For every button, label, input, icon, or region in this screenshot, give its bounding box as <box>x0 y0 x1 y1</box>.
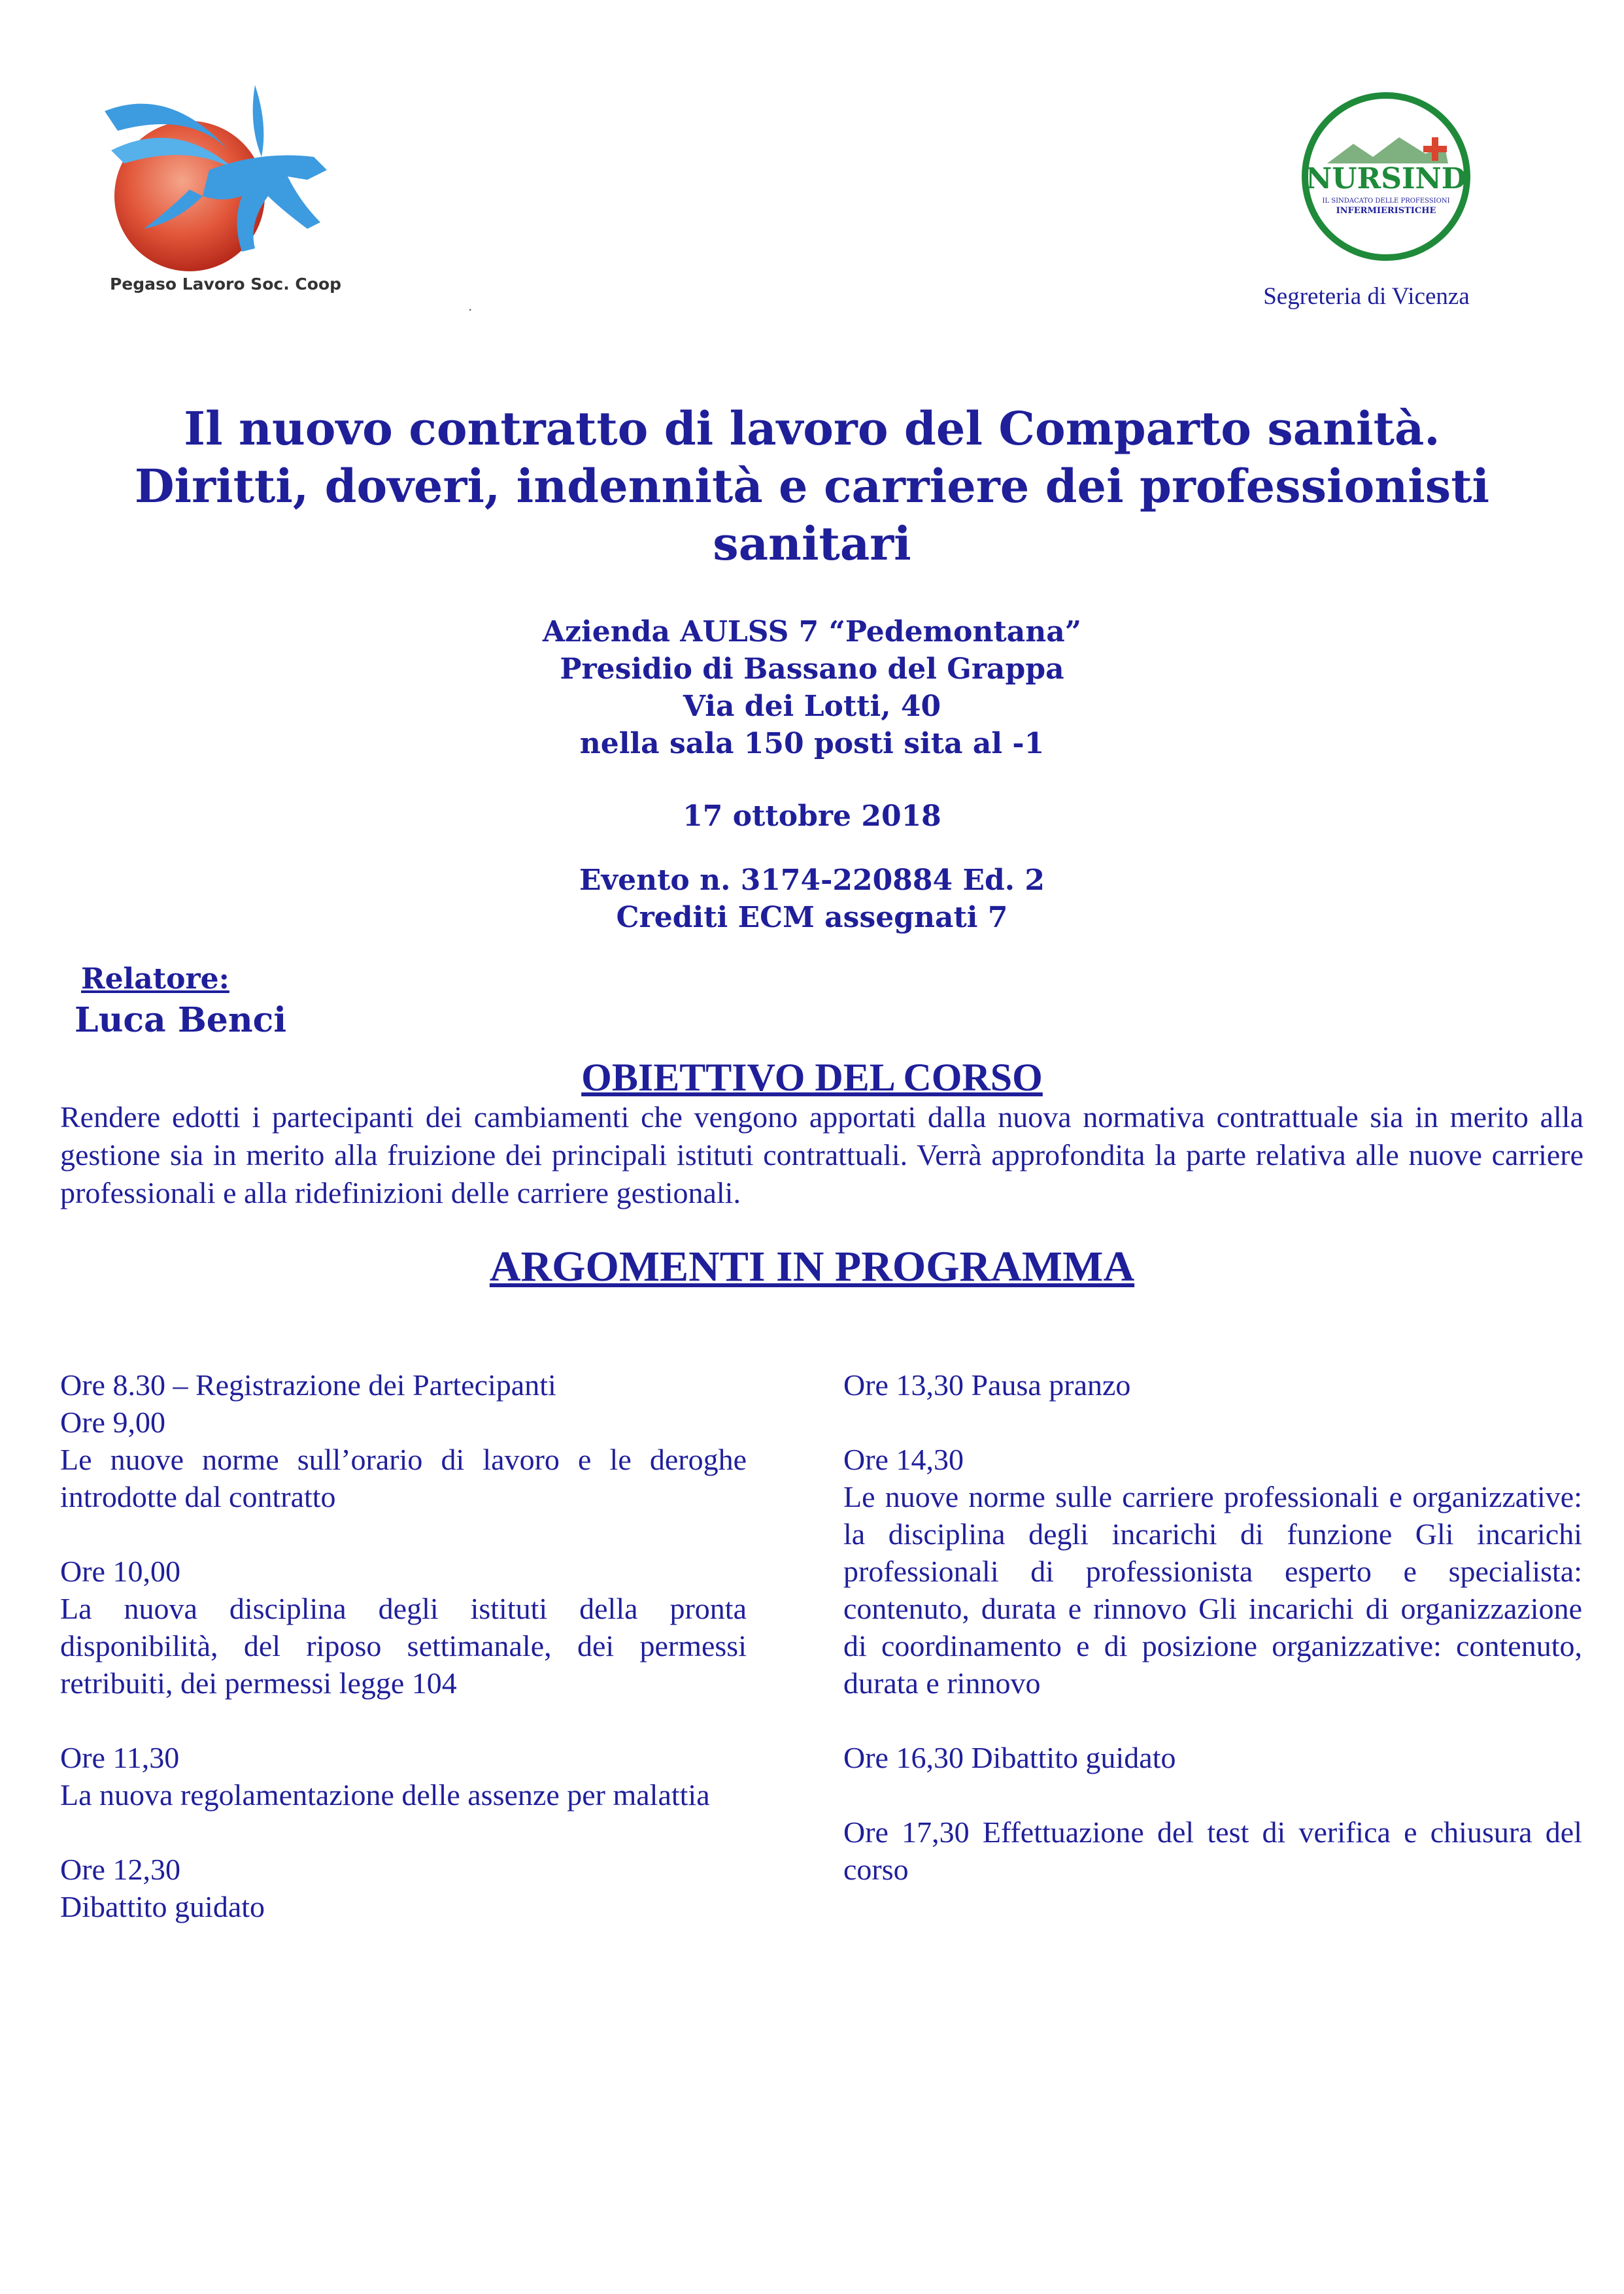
pegaso-logo-icon <box>92 72 347 275</box>
relatore-label: Relatore: <box>81 962 229 996</box>
stray-dot: . <box>468 298 473 314</box>
program-item <box>60 1739 747 1813</box>
event-date: 17 ottobre 2018 <box>683 800 941 833</box>
venue-line-3: Via dei Lotti, 40 <box>683 690 941 723</box>
program-text: Le nuove norme sull’orario di lavoro e le deroghe introdotte dal contratto <box>60 1443 747 1513</box>
program-time: Ore 14,30 <box>843 1443 964 1476</box>
program-time: Ore 10,00 <box>60 1555 180 1588</box>
program-text: Dibattito guidato <box>60 1890 265 1923</box>
program-time: Ore 12,30 <box>60 1853 180 1886</box>
nursind-logo-icon <box>1301 92 1471 261</box>
pegaso-caption: Pegaso Lavoro Soc. Coop <box>109 275 342 294</box>
program-item <box>843 1739 1582 1776</box>
program-text: La nuova disciplina degli istituti della pronta disponibilità, del riposo settimanale, dei permessi retribuiti, dei permessi legge 104 <box>60 1592 747 1700</box>
nursind-subtext-1: IL SINDACATO DELLE PROFESSIONI <box>1322 197 1450 205</box>
program-time: Ore 17,30 Effettuazione del test di verifica e chiusura del corso <box>843 1815 1582 1886</box>
program-text: La nuova regolamentazione delle assenze per malattia <box>60 1778 710 1812</box>
nursind-subtext-2: INFERMIERISTICHE <box>1336 206 1436 216</box>
pegaso-logo <box>92 72 347 314</box>
program-text: Le nuove norme sulle carriere professionali e organizzative: la disciplina degli incarichi di funzione Gli incarichi professionali di professionista esperto e specialista: contenuto, durata e rinnovo Gli incarichi di organizzazione di coordinamento e di posizione organizzative: contenuto, durata e rinnovo <box>843 1480 1582 1700</box>
venue-line-2: Presidio di Bassano del Grappa <box>560 652 1064 686</box>
program-left-column <box>60 1366 747 1963</box>
venue-line-4: nella sala 150 posti sita al -1 <box>579 727 1045 760</box>
program-item <box>843 1441 1582 1702</box>
program-time: Ore 8.30 – Registrazione dei Partecipanti <box>60 1368 556 1402</box>
title-line-3: sanitari <box>713 516 911 571</box>
nursind-logo <box>1301 92 1471 261</box>
event-number: Evento n. 3174-220884 Ed. 2 <box>579 864 1045 897</box>
nursind-text: NURSIND <box>1306 162 1466 195</box>
relatore-name: Luca Benci <box>75 1000 287 1040</box>
title-line-2: Diritti, doveri, indennità e carriere dei professionisti <box>134 459 1490 513</box>
program-item <box>60 1851 747 1925</box>
ecm-credits: Crediti ECM assegnati 7 <box>616 901 1008 934</box>
title-line-1: Il nuovo contratto di lavoro del Comparto sanità. <box>184 401 1440 456</box>
program-item <box>843 1813 1582 1888</box>
argomenti-heading: ARGOMENTI IN PROGRAMMA <box>489 1243 1135 1290</box>
obiettivo-heading: OBIETTIVO DEL CORSO <box>581 1056 1043 1099</box>
program-right-column <box>843 1366 1582 1925</box>
venue-block <box>0 613 1624 762</box>
program-item <box>60 1553 747 1702</box>
program-time: Ore 16,30 Dibattito guidato <box>843 1741 1176 1774</box>
document-title <box>39 400 1585 573</box>
obiettivo-text: Rendere edotti i partecipanti dei cambiamenti che vengono apportati dalla nuova normativa contrattuale sia in merito alla gestione sia in merito alla fruizione dei principali istituti contrattuali. Verrà approfondita la parte relativa alle nuove carriere professionali e alla ridefinizioni delle carriere gestionali. <box>60 1100 1583 1209</box>
program-time: Ore 9,00 <box>60 1406 165 1439</box>
program-item <box>843 1366 1582 1404</box>
program-time: Ore 13,30 Pausa pranzo <box>843 1368 1131 1402</box>
segreteria-label: Segreteria di Vicenza <box>1263 283 1470 310</box>
event-block <box>0 862 1624 936</box>
program-item <box>60 1366 747 1515</box>
venue-line-1: Azienda AULSS 7 “Pedemontana” <box>542 615 1082 649</box>
program-time: Ore 11,30 <box>60 1741 180 1774</box>
